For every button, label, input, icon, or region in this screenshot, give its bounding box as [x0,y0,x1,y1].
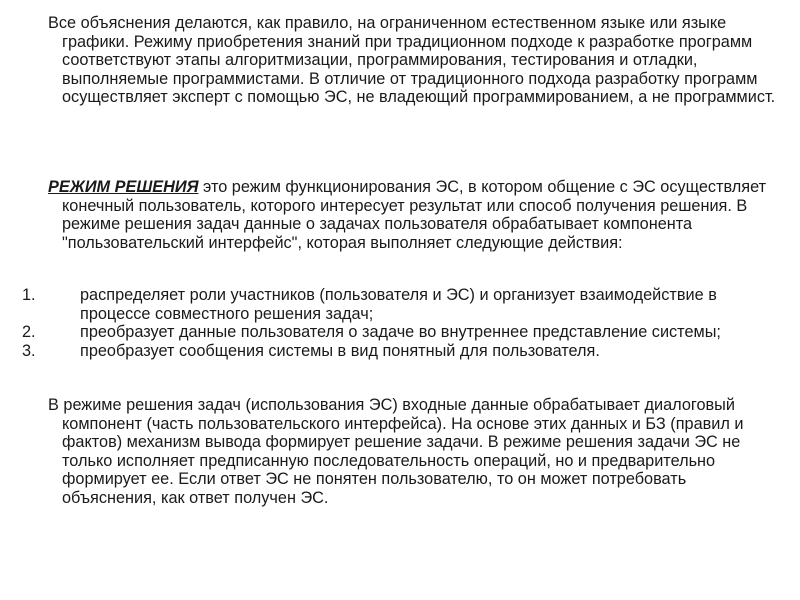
actions-list [22,286,772,360]
list-item-number: 1. [22,286,36,304]
list-item [22,286,772,323]
paragraph-dialog-component: В режиме решения задач (использования ЭС) входные данные обрабатывает диалоговый компонент (часть пользовательского интерфейса). На основе этих данных и БЗ (правил и фактов) механизм вывода формирует решение задачи. В режиме решения задачи ЭС не только исполняет предписанную последовательность операций, но и предварительно формирует ее. Если ответ ЭС не понятен пользователю, то он может потребовать объяснения, как ответ получен ЭС. [48,396,744,507]
list-item-text: преобразует данные пользователя о задаче во внутреннее представление системы; [80,323,721,342]
list-item [22,342,772,361]
paragraph-solution-mode-text: это режим функционирования ЭС, в котором общение с ЭС осуществляет конечный пользователь, которого интересует результат или способ получения решения. В режиме решения задач данные о задачах пользователя обрабатывает компонента "пользовательский интерфейс", которая выполняет следующие действия: [62,178,767,252]
list-item-text: распределяет роли участников (пользователя и ЭС) и организует взаимодействие в процессе совместного решения задач; [80,286,717,323]
term-solution-mode: РЕЖИМ РЕШЕНИЯ [48,178,199,196]
list-item-number: 3. [22,341,36,360]
paragraph-explanations: Все объяснения делаются, как правило, на ограниченном естественном языке или языке графики. Режиму приобретения знаний при традиционном подходе к разработке программ соответствуют этапы алгоритмизации, программирования, тестирования и отладки, выполняемые программистами. В отличие от традиционного подхода разработку программ осуществляет эксперт с помощью ЭС, не владеющий программированием, а не программист. [48,14,776,107]
list-item [22,323,772,342]
list-item-number: 2. [22,323,36,342]
list-item-text: преобразует сообщения системы в вид понятный для пользователя. [80,341,600,360]
paragraph-solution-mode [48,178,782,252]
